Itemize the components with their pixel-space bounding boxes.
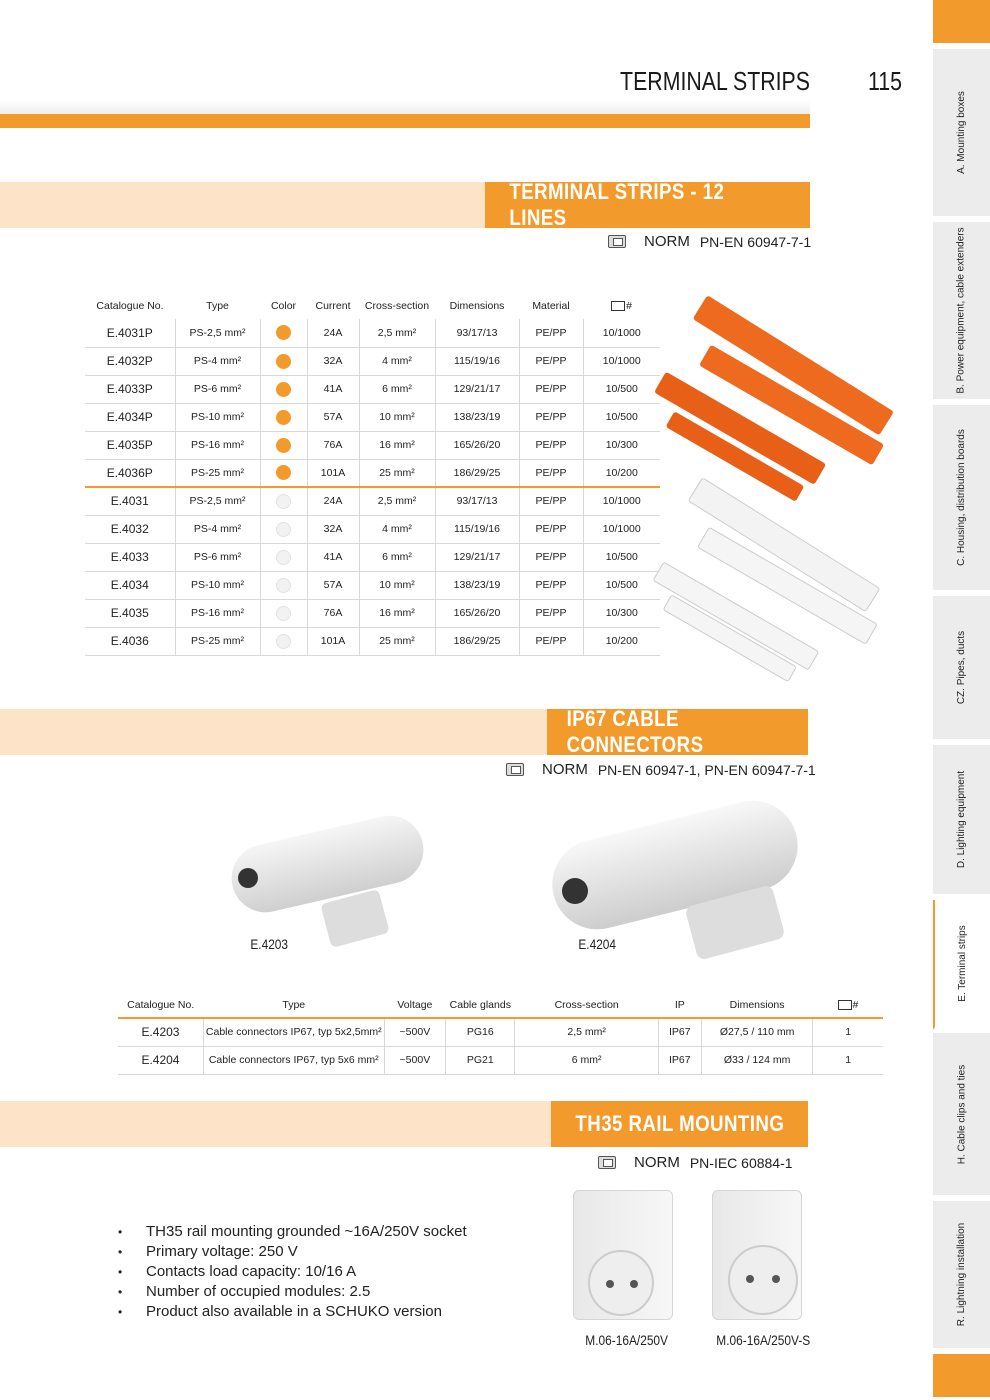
norm-book-icon: [506, 763, 524, 776]
section-title: IP67 CABLE CONNECTORS: [547, 709, 808, 755]
sidebar-tab-lightning[interactable]: [933, 1201, 990, 1351]
norm-value: PN-EN 60947-1, PN-EN 60947-7-1: [597, 761, 816, 778]
material-cell: PE/PP: [519, 515, 583, 543]
package-cell: 10/1000: [583, 515, 660, 543]
sidebar-tab-label: D. Lighting equipment: [956, 770, 968, 869]
cross-section-cell: 2,5 mm²: [515, 1018, 658, 1046]
cross-section-cell: 6 mm²: [515, 1046, 658, 1074]
material-cell: PE/PP: [519, 571, 583, 599]
sidebar-tab-label: H. Cable clips and ties: [956, 1064, 967, 1164]
cable-glands-cell: PG16: [446, 1018, 515, 1046]
sidebar-tab-lighting[interactable]: [933, 745, 990, 897]
catalogue-number: E.4034: [85, 571, 175, 599]
current-cell: 57A: [307, 571, 359, 599]
col-header-package: #: [813, 992, 883, 1018]
norm-book-icon: [608, 235, 626, 248]
catalogue-number: E.4035: [85, 599, 175, 627]
sidebar-tab-label: A. Mounting boxes: [956, 91, 968, 174]
white-color-swatch: [276, 606, 291, 621]
cross-section-cell: 4 mm²: [359, 347, 435, 375]
sidebar-tab-label: C. Housing, distribution boards: [956, 429, 967, 566]
type-cell: PS-2,5 mm²: [175, 319, 260, 347]
voltage-cell: ~500V: [384, 1046, 446, 1074]
voltage-cell: ~500V: [384, 1018, 446, 1046]
col-header: Color: [270, 300, 297, 312]
table-row: [85, 431, 660, 459]
type-cell: Cable connectors IP67, typ 5x2,5mm²: [203, 1018, 384, 1046]
material-cell: PE/PP: [519, 347, 583, 375]
sidebar-tab-label: CZ. Pipes, ducts: [956, 630, 968, 705]
type-cell: PS-4 mm²: [175, 515, 260, 543]
page-title: TERMINAL STRIPS: [620, 66, 810, 96]
current-cell: 57A: [307, 403, 359, 431]
col-header: Dimensions: [729, 998, 785, 1011]
connector-e4203-photo: [230, 808, 430, 948]
table-row: [85, 459, 660, 487]
catalogue-number: E.4204: [118, 1046, 203, 1074]
cable-glands-cell: PG21: [446, 1046, 515, 1074]
sidebar-tab-label: R. Lightning installation: [956, 1222, 967, 1327]
product-label: E.4203: [250, 936, 289, 952]
package-icon: [838, 1000, 852, 1010]
color-cell: [260, 543, 307, 571]
material-cell: PE/PP: [519, 599, 583, 627]
color-cell: [260, 487, 307, 515]
catalogue-number: E.4034P: [85, 403, 175, 431]
table-row: [85, 403, 660, 431]
color-cell: [260, 515, 307, 543]
table-row: [118, 1018, 883, 1046]
cross-section-cell: 6 mm²: [359, 543, 435, 571]
current-cell: 76A: [307, 431, 359, 459]
material-cell: PE/PP: [519, 459, 583, 487]
dimensions-cell: Ø27,5 / 110 mm: [701, 1018, 813, 1046]
dimensions-cell: 115/19/16: [435, 347, 519, 375]
orange-color-swatch: [276, 354, 291, 369]
type-cell: PS-10 mm²: [175, 571, 260, 599]
material-cell: PE/PP: [519, 403, 583, 431]
type-cell: Cable connectors IP67, typ 5x6 mm²: [203, 1046, 384, 1074]
catalogue-number: E.4031P: [85, 319, 175, 347]
cable-connectors-table: [118, 992, 883, 1075]
color-cell: [260, 347, 307, 375]
header-shadow: [0, 100, 810, 114]
color-cell: [260, 431, 307, 459]
col-header: Cross-section: [364, 300, 430, 312]
catalogue-number: E.4203: [118, 1018, 203, 1046]
col-header: Cross-section: [554, 998, 619, 1011]
package-cell: 10/500: [583, 403, 660, 431]
type-cell: PS-6 mm²: [175, 375, 260, 403]
dimensions-cell: 93/17/13: [435, 487, 519, 515]
type-cell: PS-25 mm²: [175, 627, 260, 655]
type-cell: PS-25 mm²: [175, 459, 260, 487]
type-cell: PS-6 mm²: [175, 543, 260, 571]
feature-item: • Contacts load capacity: 10/16 A: [118, 1262, 467, 1282]
white-color-swatch: [276, 578, 291, 593]
current-cell: 41A: [307, 375, 359, 403]
current-cell: 101A: [307, 627, 359, 655]
orange-color-swatch: [276, 465, 291, 480]
current-cell: 101A: [307, 459, 359, 487]
norm-label: NORM: [542, 761, 588, 778]
terminal-strips-photo: [655, 275, 915, 665]
section-title: TERMINAL STRIPS - 12 LINES: [485, 182, 810, 228]
current-cell: 32A: [307, 347, 359, 375]
cross-section-cell: 2,5 mm²: [359, 319, 435, 347]
color-cell: [260, 599, 307, 627]
norm-line: [598, 1154, 793, 1171]
sidebar-tab-label: E. Terminal strips: [957, 925, 969, 1002]
col-header-package: #: [583, 293, 660, 319]
table-row: [85, 571, 660, 599]
col-header: Catalogue No.: [127, 998, 195, 1011]
col-header: Voltage: [397, 998, 433, 1011]
sidebar-tab-label: B. Power equipment, cable extenders: [956, 227, 967, 394]
dimensions-cell: 129/21/17: [435, 543, 519, 571]
table-row: [85, 599, 660, 627]
chapter-sidebar: [933, 0, 990, 1400]
table-row: [85, 515, 660, 543]
table-row: [118, 1046, 883, 1074]
page-number: 115: [868, 66, 902, 96]
sidebar-bottom-accent: [933, 1354, 990, 1400]
sidebar-tab-mounting-boxes[interactable]: [933, 49, 990, 219]
catalogue-number: E.4031: [85, 487, 175, 515]
catalogue-number: E.4032: [85, 515, 175, 543]
orange-color-swatch: [276, 410, 291, 425]
product-label: M.06-16A/250V: [585, 1332, 668, 1348]
cross-section-cell: 16 mm²: [359, 599, 435, 627]
terminal-strips-table: [85, 293, 660, 656]
norm-line: [608, 233, 811, 250]
color-cell: [260, 319, 307, 347]
section-title: TH35 RAIL MOUNTING: [551, 1101, 808, 1147]
col-header: Current: [315, 300, 351, 312]
col-header: Cable glands: [449, 998, 511, 1011]
sidebar-top-accent: [933, 0, 990, 46]
type-cell: PS-16 mm²: [175, 599, 260, 627]
norm-value: PN-IEC 60884-1: [689, 1154, 793, 1171]
catalogue-number: E.4036P: [85, 459, 175, 487]
material-cell: PE/PP: [519, 487, 583, 515]
package-cell: 10/1000: [583, 347, 660, 375]
package-cell: 10/1000: [583, 319, 660, 347]
feature-item: • TH35 rail mounting grounded ~16A/250V socket: [118, 1222, 467, 1242]
white-color-swatch: [276, 550, 291, 565]
catalogue-number: E.4036: [85, 627, 175, 655]
current-cell: 76A: [307, 599, 359, 627]
orange-color-swatch: [276, 382, 291, 397]
package-cell: 1: [813, 1018, 883, 1046]
color-cell: [260, 375, 307, 403]
sidebar-tab-pipes-ducts[interactable]: [933, 596, 990, 742]
package-cell: 10/500: [583, 543, 660, 571]
package-cell: 10/300: [583, 431, 660, 459]
material-cell: PE/PP: [519, 543, 583, 571]
feature-list: [118, 1222, 467, 1322]
package-cell: 10/200: [583, 459, 660, 487]
norm-line: [506, 761, 816, 778]
socket-schuko-photo: [710, 1190, 810, 1325]
sidebar-tab-power-equipment[interactable]: [933, 222, 990, 402]
table-row: [85, 627, 660, 655]
col-header: Dimensions: [449, 300, 505, 312]
feature-item: • Number of occupied modules: 2.5: [118, 1282, 467, 1302]
feature-item: • Product also available in a SCHUKO version: [118, 1302, 467, 1322]
white-color-swatch: [276, 522, 291, 537]
col-header: IP: [674, 998, 685, 1011]
cross-section-cell: 4 mm²: [359, 515, 435, 543]
ip-cell: IP67: [658, 1018, 701, 1046]
table-row: [85, 319, 660, 347]
feature-item: • Primary voltage: 250 V: [118, 1242, 467, 1262]
dimensions-cell: 115/19/16: [435, 515, 519, 543]
table-row: [85, 375, 660, 403]
type-cell: PS-16 mm²: [175, 431, 260, 459]
ip-cell: IP67: [658, 1046, 701, 1074]
connector-e4204-photo: [550, 790, 810, 950]
dimensions-cell: 138/23/19: [435, 571, 519, 599]
package-cell: 10/300: [583, 599, 660, 627]
current-cell: 41A: [307, 543, 359, 571]
dimensions-cell: 186/29/25: [435, 627, 519, 655]
dimensions-cell: 93/17/13: [435, 319, 519, 347]
cross-section-cell: 25 mm²: [359, 459, 435, 487]
material-cell: PE/PP: [519, 375, 583, 403]
col-header: Catalogue No.: [96, 300, 164, 312]
cross-section-cell: 6 mm²: [359, 375, 435, 403]
sidebar-tab-terminal-strips[interactable]: [933, 900, 990, 1030]
package-cell: 10/200: [583, 627, 660, 655]
catalogue-number: E.4033P: [85, 375, 175, 403]
col-header: Type: [282, 998, 306, 1011]
norm-book-icon: [598, 1156, 616, 1169]
table-row: [85, 543, 660, 571]
norm-label: NORM: [644, 233, 690, 250]
white-color-swatch: [276, 634, 291, 649]
current-cell: 24A: [307, 319, 359, 347]
material-cell: PE/PP: [519, 627, 583, 655]
orange-color-swatch: [276, 438, 291, 453]
color-cell: [260, 571, 307, 599]
product-label: M.06-16A/250V-S: [716, 1332, 811, 1348]
material-cell: PE/PP: [519, 319, 583, 347]
dimensions-cell: Ø33 / 124 mm: [701, 1046, 813, 1074]
dimensions-cell: 129/21/17: [435, 375, 519, 403]
package-cell: 10/1000: [583, 487, 660, 515]
table-row: [85, 347, 660, 375]
header-bar: [0, 114, 810, 128]
catalogue-number: E.4033: [85, 543, 175, 571]
white-color-swatch: [276, 494, 291, 509]
norm-value: PN-EN 60947-7-1: [699, 233, 812, 250]
color-cell: [260, 459, 307, 487]
cross-section-cell: 16 mm²: [359, 431, 435, 459]
catalogue-number: E.4035P: [85, 431, 175, 459]
type-cell: PS-10 mm²: [175, 403, 260, 431]
dimensions-cell: 138/23/19: [435, 403, 519, 431]
dimensions-cell: 165/26/20: [435, 431, 519, 459]
cross-section-cell: 25 mm²: [359, 627, 435, 655]
norm-label: NORM: [634, 1154, 680, 1171]
catalogue-number: E.4032P: [85, 347, 175, 375]
material-cell: PE/PP: [519, 431, 583, 459]
current-cell: 32A: [307, 515, 359, 543]
package-cell: 10/500: [583, 375, 660, 403]
package-icon: [611, 301, 625, 311]
col-header: Type: [206, 300, 229, 312]
cross-section-cell: 10 mm²: [359, 403, 435, 431]
color-cell: [260, 403, 307, 431]
dimensions-cell: 186/29/25: [435, 459, 519, 487]
type-cell: PS-4 mm²: [175, 347, 260, 375]
orange-color-swatch: [276, 325, 291, 340]
socket-photo: [568, 1190, 678, 1325]
sidebar-tab-cable-clips[interactable]: [933, 1033, 990, 1198]
package-cell: 10/500: [583, 571, 660, 599]
dimensions-cell: 165/26/20: [435, 599, 519, 627]
sidebar-tab-housing[interactable]: [933, 405, 990, 593]
cross-section-cell: 2,5 mm²: [359, 487, 435, 515]
package-cell: 1: [813, 1046, 883, 1074]
type-cell: PS-2,5 mm²: [175, 487, 260, 515]
product-label: E.4204: [578, 936, 617, 952]
cross-section-cell: 10 mm²: [359, 571, 435, 599]
color-cell: [260, 627, 307, 655]
col-header: Material: [532, 300, 570, 312]
table-row: [85, 487, 660, 515]
current-cell: 24A: [307, 487, 359, 515]
